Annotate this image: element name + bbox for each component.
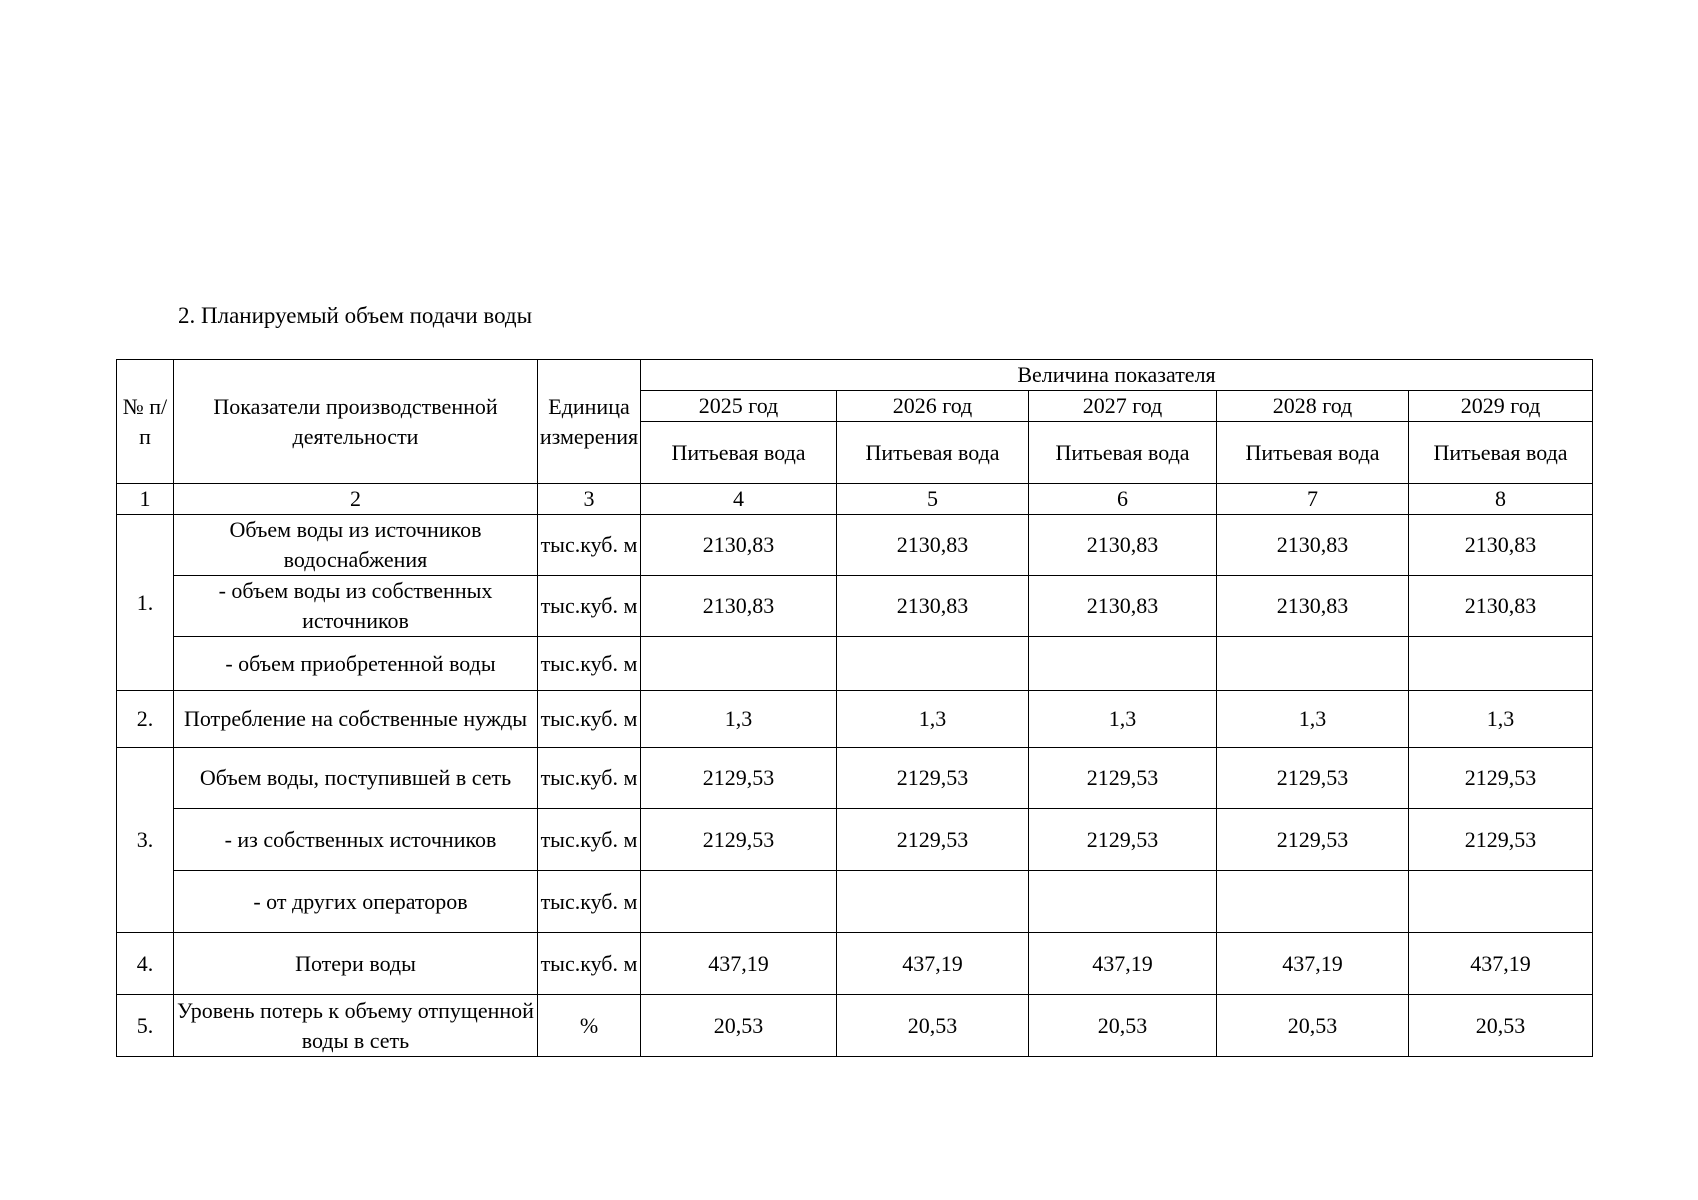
row-unit: тыс.куб. м (538, 515, 641, 576)
value-cell: 20,53 (1409, 995, 1593, 1057)
value-cell: 437,19 (641, 933, 837, 995)
row-unit: тыс.куб. м (538, 871, 641, 933)
value-cell: 2129,53 (641, 748, 837, 809)
value-cell: 2129,53 (1217, 748, 1409, 809)
row-unit: тыс.куб. м (538, 576, 641, 637)
header-indicator: Показатели производственной деятельности (174, 360, 538, 484)
row-unit: тыс.куб. м (538, 691, 641, 748)
water-supply-table (116, 359, 1593, 1057)
row-label: Потребление на собственные нужды (174, 691, 538, 748)
row-number: 1. (117, 515, 174, 691)
section-heading: 2. Планируемый объем подачи воды (178, 303, 533, 328)
value-cell: 437,19 (837, 933, 1029, 995)
value-cell (1217, 871, 1409, 933)
row-unit: тыс.куб. м (538, 637, 641, 691)
value-cell: 2130,83 (1217, 576, 1409, 637)
value-cell: 2129,53 (1217, 809, 1409, 871)
value-cell: 20,53 (1029, 995, 1217, 1057)
column-number: 8 (1409, 484, 1593, 515)
table-row (117, 995, 1593, 1057)
table-row (117, 637, 1593, 691)
header-water: Питьевая вода (837, 422, 1029, 484)
value-cell: 2129,53 (837, 748, 1029, 809)
value-cell: 2130,83 (1029, 515, 1217, 576)
value-cell (641, 871, 837, 933)
header-unit: Единица измерения (538, 360, 641, 484)
value-cell: 20,53 (1217, 995, 1409, 1057)
value-cell: 2130,83 (1029, 576, 1217, 637)
row-number: 3. (117, 748, 174, 933)
row-label: Уровень потерь к объему отпущенной воды в сеть (174, 995, 538, 1057)
table-row (117, 871, 1593, 933)
value-cell: 437,19 (1409, 933, 1593, 995)
value-cell: 437,19 (1217, 933, 1409, 995)
value-cell: 2129,53 (641, 809, 837, 871)
row-number: 5. (117, 995, 174, 1057)
column-number: 2 (174, 484, 538, 515)
value-cell (1217, 637, 1409, 691)
value-cell: 2130,83 (1217, 515, 1409, 576)
column-number: 3 (538, 484, 641, 515)
header-year: 2026 год (837, 391, 1029, 422)
header-group: Величина показателя (641, 360, 1593, 391)
header-year: 2027 год (1029, 391, 1217, 422)
row-label: Потери воды (174, 933, 538, 995)
column-number: 5 (837, 484, 1029, 515)
value-cell: 2130,83 (837, 576, 1029, 637)
value-cell (1409, 637, 1593, 691)
column-number-row (117, 484, 1593, 515)
value-cell: 2130,83 (641, 576, 837, 637)
row-number: 2. (117, 691, 174, 748)
header-year: 2028 год (1217, 391, 1409, 422)
value-cell: 2130,83 (837, 515, 1029, 576)
table-row (117, 576, 1593, 637)
value-cell: 437,19 (1029, 933, 1217, 995)
value-cell (1029, 637, 1217, 691)
row-label: Объем воды, поступившей в сеть (174, 748, 538, 809)
row-label: - объем воды из собственных источников (174, 576, 538, 637)
value-cell: 1,3 (837, 691, 1029, 748)
header-water: Питьевая вода (1029, 422, 1217, 484)
row-number: 4. (117, 933, 174, 995)
header-row-group (117, 360, 1593, 391)
value-cell: 1,3 (1217, 691, 1409, 748)
header-water: Питьевая вода (1409, 422, 1593, 484)
header-water: Питьевая вода (641, 422, 837, 484)
value-cell: 2129,53 (837, 809, 1029, 871)
value-cell: 2130,83 (1409, 576, 1593, 637)
value-cell: 20,53 (641, 995, 837, 1057)
row-label: - объем приобретенной воды (174, 637, 538, 691)
column-number: 1 (117, 484, 174, 515)
value-cell: 2129,53 (1409, 809, 1593, 871)
value-cell (837, 637, 1029, 691)
row-unit: тыс.куб. м (538, 933, 641, 995)
header-year: 2029 год (1409, 391, 1593, 422)
value-cell: 20,53 (837, 995, 1029, 1057)
value-cell (1029, 871, 1217, 933)
column-number: 6 (1029, 484, 1217, 515)
table-row (117, 933, 1593, 995)
row-unit: тыс.куб. м (538, 809, 641, 871)
value-cell: 1,3 (1409, 691, 1593, 748)
column-number: 4 (641, 484, 837, 515)
table-row (117, 515, 1593, 576)
table-row (117, 748, 1593, 809)
table-row (117, 691, 1593, 748)
row-label: - из собственных источников (174, 809, 538, 871)
value-cell: 2129,53 (1029, 809, 1217, 871)
row-label: Объем воды из источников водоснабжения (174, 515, 538, 576)
header-num: № п/п (117, 360, 174, 484)
column-number: 7 (1217, 484, 1409, 515)
value-cell: 2129,53 (1409, 748, 1593, 809)
header-year: 2025 год (641, 391, 837, 422)
value-cell: 2130,83 (641, 515, 837, 576)
row-label: - от других операторов (174, 871, 538, 933)
value-cell: 2129,53 (1029, 748, 1217, 809)
table-row (117, 809, 1593, 871)
value-cell (1409, 871, 1593, 933)
value-cell: 1,3 (641, 691, 837, 748)
value-cell (837, 871, 1029, 933)
value-cell: 2130,83 (1409, 515, 1593, 576)
value-cell (641, 637, 837, 691)
row-unit: % (538, 995, 641, 1057)
header-water: Питьевая вода (1217, 422, 1409, 484)
row-unit: тыс.куб. м (538, 748, 641, 809)
value-cell: 1,3 (1029, 691, 1217, 748)
